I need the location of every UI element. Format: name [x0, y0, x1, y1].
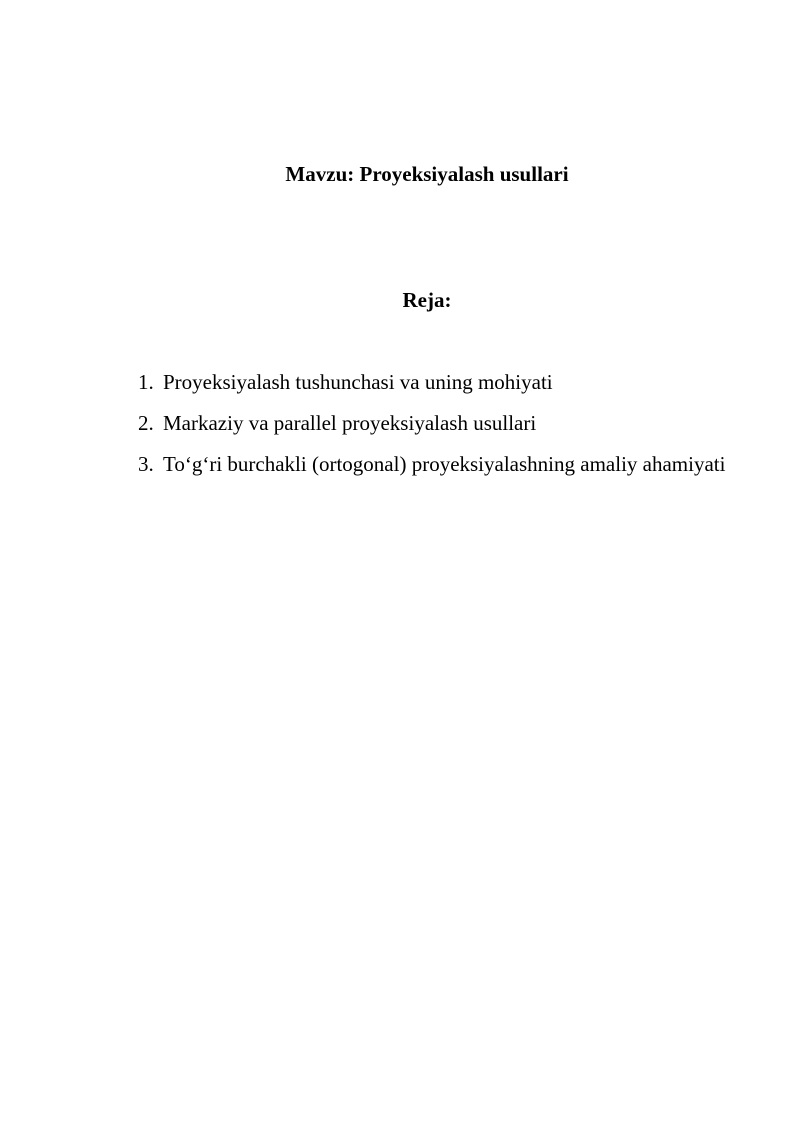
list-item	[138, 409, 738, 437]
list-item-text: To‘g‘ri burchakli (ortogonal) proyeksiyalashning amaliy ahamiyati	[163, 452, 726, 476]
list-item-number: 1.	[138, 370, 154, 394]
list-item	[138, 368, 738, 396]
list-item-text: Markaziy va parallel proyeksiyalash usullari	[163, 411, 537, 435]
list-item-number: 2.	[138, 411, 154, 435]
list-item-number: 3.	[138, 452, 154, 476]
list-item	[138, 450, 738, 478]
page-title: Mavzu: Proyeksiyalash usullari	[285, 162, 569, 186]
plan-list	[138, 368, 738, 491]
list-item-text: Proyeksiyalash tushunchasi va uning mohiyati	[163, 370, 553, 394]
plan-heading: Reja:	[402, 288, 452, 312]
